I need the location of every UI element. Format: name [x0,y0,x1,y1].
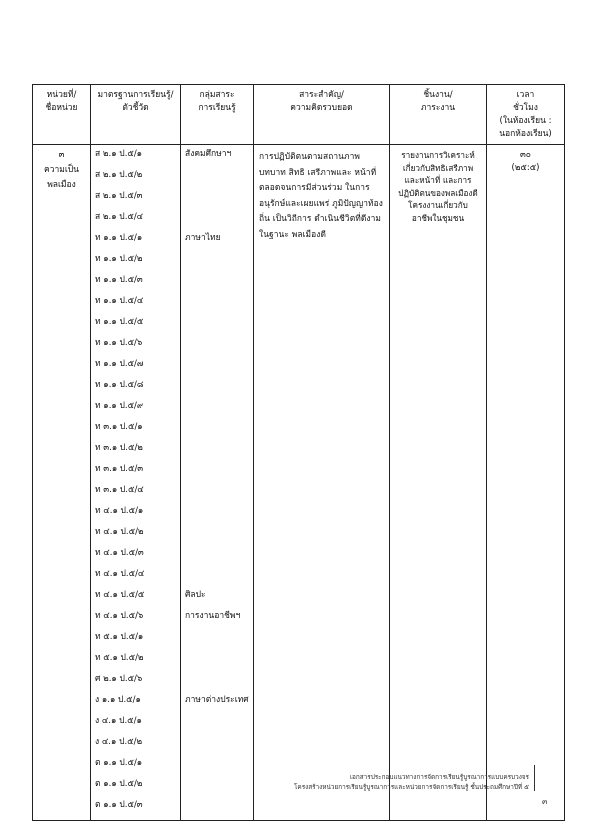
header-unit-line: ชื่อหน่วย [45,103,78,113]
unit-row [33,145,565,821]
indicator-item: ท ๔.๑ ป.๕/๑ [95,506,144,516]
indicator-item: ส ๒.๑ ป.๕/๓ [95,191,143,201]
work-line: และหน้าที่ และการ [404,175,472,185]
header-subject-line: กลุ่มสาระ [199,90,235,100]
header-row [33,85,565,145]
indicator-item: ท ๔.๑ ป.๕/๖ [95,611,144,621]
unit-cell [33,145,91,821]
unit-name-line: ความเป็น [44,165,79,175]
work-line: รายงานการวิเคราะห์ [401,150,475,160]
indicator-item: ท ๓.๑ ป.๕/๓ [95,464,144,474]
indicator-item: ท ๔.๑ ป.๕/๓ [95,548,144,558]
indicator-item: ท ๑.๑ ป.๕/๖ [95,338,143,348]
time-total: ๓๐ [520,150,531,160]
work-line: ปฏิบัติตนของพลเมืองดี [398,187,478,198]
indicator-item: ท ๑.๑ ป.๕/๔ [95,296,144,306]
header-concept-line: สาระสำคัญ/ [299,90,344,100]
indicator-item: ท ๑.๑ ป.๕/๑ [95,233,143,243]
indicator-item: ศ ๒.๑ ป.๕/๖ [95,674,143,684]
indicator-item: ท ๑.๑ ป.๕/๕ [95,317,144,327]
indicator-item: ท ๓.๑ ป.๕/๒ [95,443,143,453]
unit-name-line: พลเมือง [47,180,76,190]
indicators-cell [91,145,181,821]
indicator-item: ท ๓.๑ ป.๕/๑ [95,422,143,432]
indicator-item: ท ๓.๑ ป.๕/๔ [95,485,144,495]
header-concept-line: ความคิดรวบยอด [290,103,353,113]
header-standards [91,85,181,145]
work-line: เกี่ยวกับสิทธิเสรีภาพ [402,162,474,173]
indicator-item: ท ๕.๑ ป.๕/๑ [95,632,144,642]
footer-line-2: โครงสร้างหน่วยการเรียนรู้บูรณาการและหน่วยการจัดการเรียนรู้ ชั้นประถมศึกษาปีที่ ๕ [294,782,529,791]
header-standards-line: มาตรฐานการเรียนรู้/ [97,90,174,100]
curriculum-table [32,84,565,821]
header-subject-line: การเรียนรู้ [198,103,236,113]
indicator-item: ส ๒.๑ ป.๕/๒ [95,170,143,180]
header-unit [33,85,91,145]
footer-line-1: เอกสารประกอบแนวทางการจัดการเรียนรู้บูรณาการแบบครบวงจร [349,773,529,781]
indicator-item: ท ๔.๑ ป.๕/๕ [95,590,145,600]
indicator-item: ต ๑.๑ ป.๕/๒ [95,779,143,789]
indicator-item: ท ๑.๑ ป.๕/๗ [95,359,144,369]
subject-foreign: ภาษาต่างประเทศ [185,695,249,705]
header-time-line: เวลา [516,90,535,100]
indicator-item: ต ๑.๑ ป.๕/๓ [95,800,143,810]
work-cell [390,145,487,821]
page-number: ๓ [542,797,548,806]
indicator-item: ท ๑.๑ ป.๕/๓ [95,275,143,285]
indicator-item: ง ๑.๑ ป.๕/๑ [95,695,141,705]
header-time [487,85,565,145]
indicator-item: ง ๔.๑ ป.๕/๒ [95,737,143,747]
header-work [390,85,487,145]
indicator-item: ต ๑.๑ ป.๕/๑ [95,758,143,768]
indicator-item: ส ๒.๑ ป.๕/๔ [95,212,144,222]
header-time-line: ชั่วโมง [513,103,538,113]
header-work-line: ภาระงาน [420,103,456,113]
header-work-line: ชิ้นงาน/ [423,90,453,100]
footer-divider [534,765,535,791]
time-split: (๒๕:๕) [511,163,540,173]
indicator-item: ท ๕.๑ ป.๕/๒ [95,653,144,663]
time-cell [487,145,565,821]
indicator-item: ท ๑.๑ ป.๕/๘ [95,380,144,390]
header-subject [181,85,254,145]
header-concept [254,85,390,145]
indicator-item: ท ๔.๑ ป.๕/๔ [95,569,145,579]
indicator-item: ส ๒.๑ ป.๕/๑ [95,149,143,159]
work-line: อาชีพในชุมชน [411,212,465,223]
indicator-list [91,148,180,820]
subject-career: การงานอาชีพฯ [185,611,241,621]
concept-cell [254,145,390,821]
work-line: โครงงานเกี่ยวกับ [408,200,468,210]
concept-text: การปฏิบัติตนตามสถานภาพ บทบาท สิทธิ เสรีภาพและ หน้าที่ ตลอดจนการมีส่วนร่วม ในการอนุรักษ์และเผยแพร่ ภูมิปัญญาท้องถิ่น เป็นวิถีการ ดำเนินชีวิตที่ดีงามในฐานะ พลเมืองดี [259,151,384,239]
subject-arts: ศิลปะ [185,590,206,600]
unit-number: ๓ [58,150,65,160]
indicator-item: ท ๔.๑ ป.๕/๒ [95,527,144,537]
header-time-line: (ในห้องเรียน : [499,116,552,126]
header-standards-line: ตัวชี้วัด [122,103,149,113]
page-footer [294,773,529,792]
indicator-item: ท ๑.๑ ป.๕/๒ [95,254,143,264]
header-unit-line: หน่วยที่/ [46,90,77,100]
subject-thai: ภาษาไทย [185,233,221,243]
indicator-item: ง ๔.๑ ป.๕/๑ [95,716,142,726]
header-time-line: นอกห้องเรียน) [499,129,552,139]
subjects-cell [181,145,254,821]
indicator-item: ท ๑.๑ ป.๕/๙ [95,401,144,411]
subject-social: สังคมศึกษาฯ [185,149,232,159]
